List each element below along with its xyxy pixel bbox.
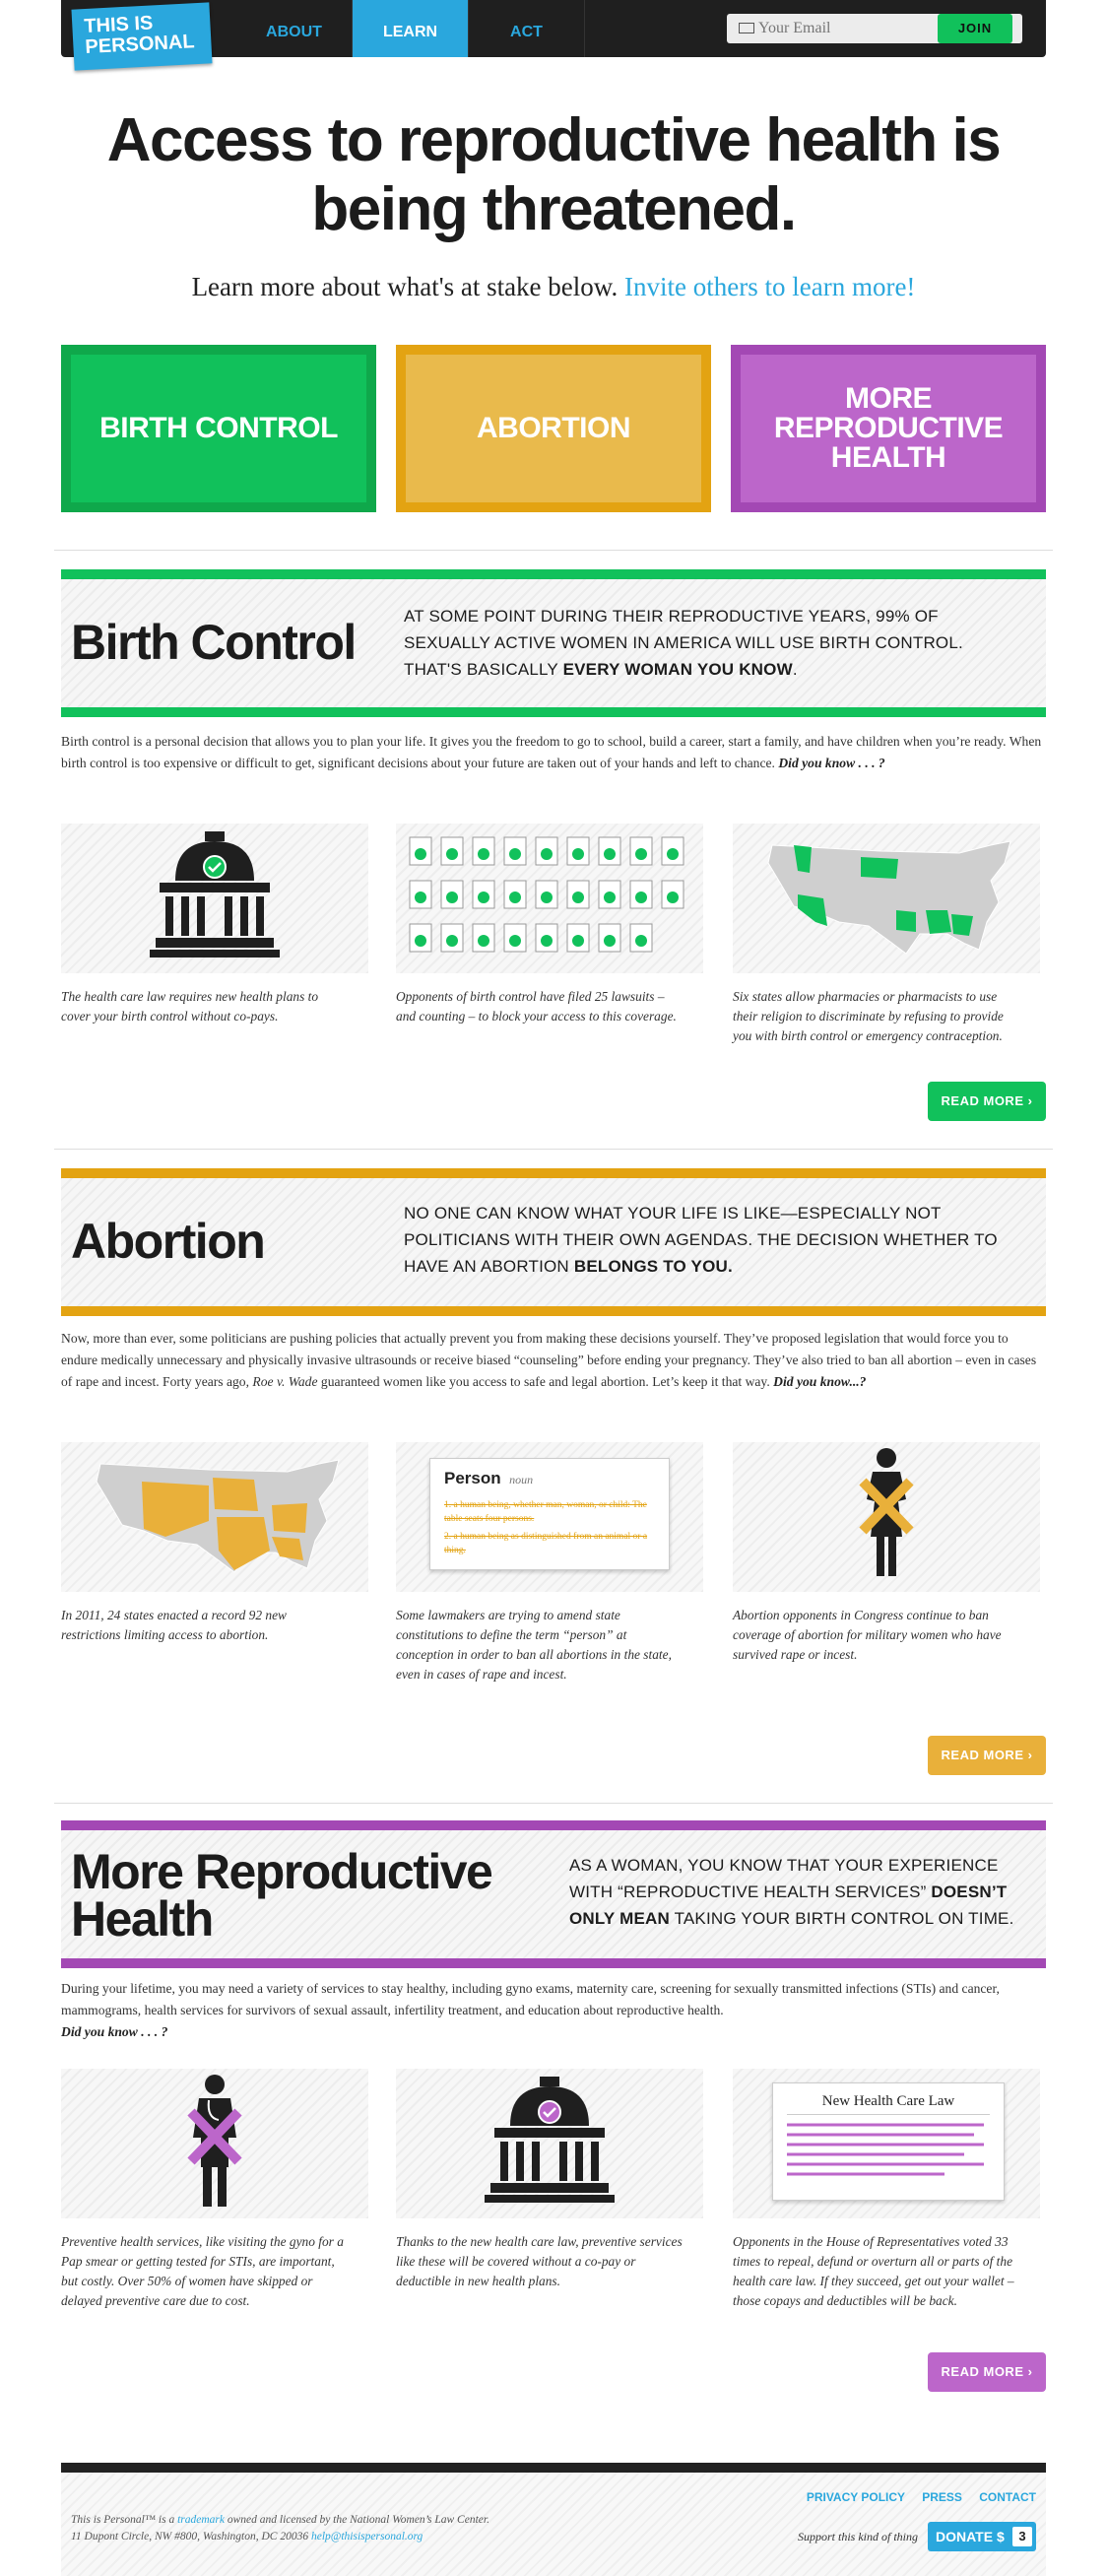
- hero-title: Access to reproductive health is being threatened.: [106, 106, 1001, 243]
- capitol-check-icon: [396, 2069, 703, 2218]
- quote-text: NO ONE CAN KNOW WHAT YOUR LIFE IS LIKE—ESPECIALLY NOT POLITICIANS WITH THEIR OWN AGENDAS. THE DECISION WHETHER TO HAVE AN ABORTION: [404, 1204, 998, 1276]
- definition-2: 2. a human being as distinguished from an animal or a thing.: [444, 1532, 648, 1555]
- divider: [54, 550, 1053, 551]
- tile-label: ABORTION: [406, 355, 701, 502]
- fact-caption: The health care law requires new health plans to cover your birth control without co-pays.: [61, 989, 319, 1024]
- document-icon: [536, 924, 557, 952]
- health-care-law-document-icon: [733, 2069, 1040, 2218]
- email-link[interactable]: help@thisispersonal.org: [310, 2531, 423, 2543]
- roe-v-wade: Roe v. Wade: [252, 1374, 318, 1389]
- fact-card: [733, 824, 1040, 1046]
- document-icon: [536, 837, 557, 865]
- contact-link[interactable]: CONTACT: [979, 2490, 1036, 2504]
- quote-end: .: [792, 660, 798, 679]
- footer-links: [793, 2490, 1036, 2504]
- fact-card: [396, 2069, 703, 2291]
- section-title: Abortion: [71, 1214, 265, 1269]
- hero-subtitle-text: Learn more about what's at stake below.: [191, 272, 619, 301]
- section-title: Birth Control: [71, 615, 356, 670]
- document-icon: [630, 837, 652, 865]
- document-icon: [599, 881, 620, 908]
- section-bar: [61, 1168, 1046, 1178]
- read-more-button[interactable]: READ MORE ›: [928, 1082, 1046, 1121]
- document-icon: [473, 924, 494, 952]
- quote-text: AT SOME POINT DURING THEIR REPRODUCTIVE YEARS, 99% OF SEXUALLY ACTIVE WOMEN IN AMERICA WILL USE BIRTH CONTROL. THAT'S BASICALLY: [404, 607, 963, 679]
- document-icon: [599, 837, 620, 865]
- did-you-know: Did you know . . . ?: [61, 2024, 168, 2039]
- document-icon: [473, 837, 494, 865]
- did-you-know: Did you know...?: [773, 1374, 867, 1389]
- law-card-title: New Health Care Law: [787, 2093, 990, 2115]
- document-icon: [441, 924, 463, 952]
- document-icon: [662, 837, 684, 865]
- birth-control-header: [61, 569, 1046, 717]
- document-icon: [441, 837, 463, 865]
- section-bar: [61, 1958, 1046, 1968]
- fact-card: [396, 824, 703, 1026]
- document-icon: [410, 924, 431, 952]
- definition-1: 1. a human being, whether man, woman, or child: The table seats four persons.: [444, 1500, 647, 1524]
- document-icon: [567, 924, 589, 952]
- fact-caption: Some lawmakers are trying to amend state constitutions to define the term “person” at conception in order to ban all abortions in the state, even in cases of rape and incest.: [396, 1608, 672, 1682]
- footer-legal: [71, 2512, 489, 2545]
- document-icon: [441, 881, 463, 908]
- donate-button[interactable]: [928, 2522, 1036, 2551]
- section-bar: [61, 1306, 1046, 1316]
- fact-caption: Preventive health services, like visiting the gyno for a Pap smear or getting tested for STIs, are important, but costly. Over 50% of women have skipped or delayed preventive care due to cost.: [61, 2234, 344, 2308]
- more-health-body: [61, 1978, 1046, 2043]
- abortion-header: [61, 1168, 1046, 1316]
- section-quote: [569, 1852, 1032, 1932]
- quote-emphasis: EVERY WOMAN YOU KNOW: [562, 660, 793, 679]
- document-icon: [630, 924, 652, 952]
- join-button[interactable]: JOIN: [938, 14, 1012, 43]
- section-bar: [61, 707, 1046, 717]
- fact-card: [396, 1442, 703, 1684]
- lawsuit-documents-icon: [396, 824, 703, 973]
- us-map-icon: [61, 1442, 368, 1592]
- donate-count: 3: [1012, 2527, 1032, 2546]
- definition-pos: noun: [509, 1473, 534, 1486]
- support-text: Support this kind of thing: [797, 2530, 918, 2543]
- quote-emphasis: DOESN’T ONLY MEAN: [569, 1882, 1008, 1928]
- document-icon: [599, 924, 620, 952]
- tile-label: MORE REPRODUCTIVE HEALTH: [741, 355, 1036, 502]
- trademark-link[interactable]: trademark: [177, 2514, 225, 2526]
- address-text: 11 Dupont Circle, NW #800, Washington, DC 20036: [71, 2531, 309, 2543]
- donate-label: DONATE $: [936, 2529, 1005, 2544]
- fact-caption: Opponents of birth control have filed 25 lawsuits – and counting – to block your access to this coverage.: [396, 989, 677, 1024]
- nav-about[interactable]: ABOUT: [236, 0, 353, 57]
- capitol-check-icon: [61, 824, 368, 973]
- fact-caption: In 2011, 24 states enacted a record 92 new restrictions limiting access to abortion.: [61, 1608, 287, 1642]
- fact-card: [61, 1442, 368, 1645]
- body-text: Birth control is a personal decision that allows you to plan your life. It gives you the freedom to go to school, build a career, start a family, and have children when you’re ready. When birth control is too expensive or difficult to get, significant decisions about your future are taken out of your hands and left to chance.: [61, 734, 1042, 770]
- document-icon: [410, 837, 431, 865]
- legal-text: owned and licensed by the National Women’s Law Center.: [227, 2514, 489, 2526]
- press-link[interactable]: PRESS: [922, 2490, 962, 2504]
- hero-subtitle: [39, 272, 1068, 302]
- section-quote: [404, 603, 1014, 683]
- document-icon: [504, 881, 526, 908]
- document-icon: [410, 881, 431, 908]
- section-bar: [61, 1820, 1046, 1830]
- dictionary-person-icon: [396, 1442, 703, 1592]
- fact-caption: Six states allow pharmacies or pharmacists to use their religion to discriminate by refusing to provide you with birth control or emergency contraception.: [733, 989, 1004, 1043]
- tile-more-reproductive-health[interactable]: [731, 345, 1046, 512]
- email-input[interactable]: [735, 14, 951, 43]
- footer: [61, 2463, 1046, 2576]
- quote-emphasis: BELONGS TO YOU.: [573, 1257, 733, 1276]
- document-icon: [567, 881, 589, 908]
- section-quote: [404, 1200, 1034, 1280]
- body-text: During your lifetime, you may need a variety of services to stay healthy, including gyno exams, maternity care, screening for sexually transmitted infections (STIs) and cancer, mammograms, health services for survivors of sexual assault, infertility treatment, and education about reproductive health.: [61, 1981, 1000, 2017]
- body-text: guaranteed women like you access to safe and legal abortion. Let’s keep it that way.: [320, 1374, 770, 1389]
- fact-caption: Abortion opponents in Congress continue to ban coverage of abortion for military women who have survived rape or incest.: [733, 1608, 1002, 1662]
- struck-lines: [787, 2115, 992, 2184]
- fact-card: [61, 2069, 368, 2311]
- invite-link[interactable]: Invite others to learn more!: [624, 272, 916, 301]
- abortion-body: [61, 1328, 1046, 1393]
- quote-end: TAKING YOUR BIRTH CONTROL ON TIME.: [674, 1909, 1014, 1928]
- document-icon: [536, 881, 557, 908]
- divider: [54, 1149, 1053, 1150]
- quote-text: AS A WOMAN, YOU KNOW THAT YOUR EXPERIENCE WITH “REPRODUCTIVE HEALTH SERVICES”: [569, 1856, 999, 1901]
- crossed-woman-icon: [733, 1442, 1040, 1592]
- definition-title: Person: [444, 1469, 501, 1487]
- document-icon: [662, 881, 684, 908]
- legal-text: This is Personal™ is a: [71, 2514, 175, 2526]
- divider: [54, 1803, 1053, 1804]
- definition-card: [429, 1458, 670, 1570]
- fact-card: [733, 1442, 1040, 1665]
- top-nav: [61, 0, 1046, 57]
- document-icon: [630, 881, 652, 908]
- section-title: More Reproductive Health: [71, 1844, 492, 1947]
- body-text: Now, more than ever, some politicians are pushing policies that actually prevent you from making these decisions yourself. They’ve proposed legislation that would force you to endure medically unnecessary and physically invasive ultrasounds or receive biased “counseling” before ending your pregnancy. They’ve also tried to ban all abortion – even in cases of rape and incest. Forty years ago,: [61, 1331, 1037, 1389]
- nav-learn[interactable]: LEARN: [353, 0, 469, 57]
- section-bar: [61, 569, 1046, 579]
- nav-act[interactable]: ACT: [469, 0, 585, 57]
- document-icon: [504, 924, 526, 952]
- fact-caption: Opponents in the House of Representatives voted 33 times to repeal, defund or overturn all or parts of the health care law. If they succeed, get out your wallet – those copays and deductibles will be back.: [733, 2234, 1014, 2308]
- birth-control-body: [61, 731, 1046, 774]
- law-card: [772, 2082, 1005, 2201]
- us-map-icon: [733, 824, 1040, 973]
- crossed-doctor-icon: [61, 2069, 368, 2218]
- document-icon: [504, 837, 526, 865]
- tile-birth-control[interactable]: [61, 345, 376, 512]
- document-icon: [567, 837, 589, 865]
- fact-caption: Thanks to the new health care law, preventive services like these will be covered without a co-pay or deductible in new health plans.: [396, 2234, 683, 2288]
- did-you-know: Did you know . . . ?: [778, 756, 885, 770]
- tile-abortion[interactable]: [396, 345, 711, 512]
- privacy-policy-link[interactable]: PRIVACY POLICY: [806, 2490, 905, 2504]
- fact-card: [733, 2069, 1040, 2311]
- fact-card: [61, 824, 368, 1026]
- site-logo[interactable]: THIS IS PERSONAL: [71, 2, 212, 70]
- email-form: [727, 14, 1022, 43]
- read-more-button[interactable]: READ MORE ›: [928, 2352, 1046, 2392]
- document-icon: [473, 881, 494, 908]
- tile-label: BIRTH CONTROL: [71, 355, 366, 502]
- read-more-button[interactable]: READ MORE ›: [928, 1736, 1046, 1775]
- more-reproductive-health-header: [61, 1820, 1046, 1968]
